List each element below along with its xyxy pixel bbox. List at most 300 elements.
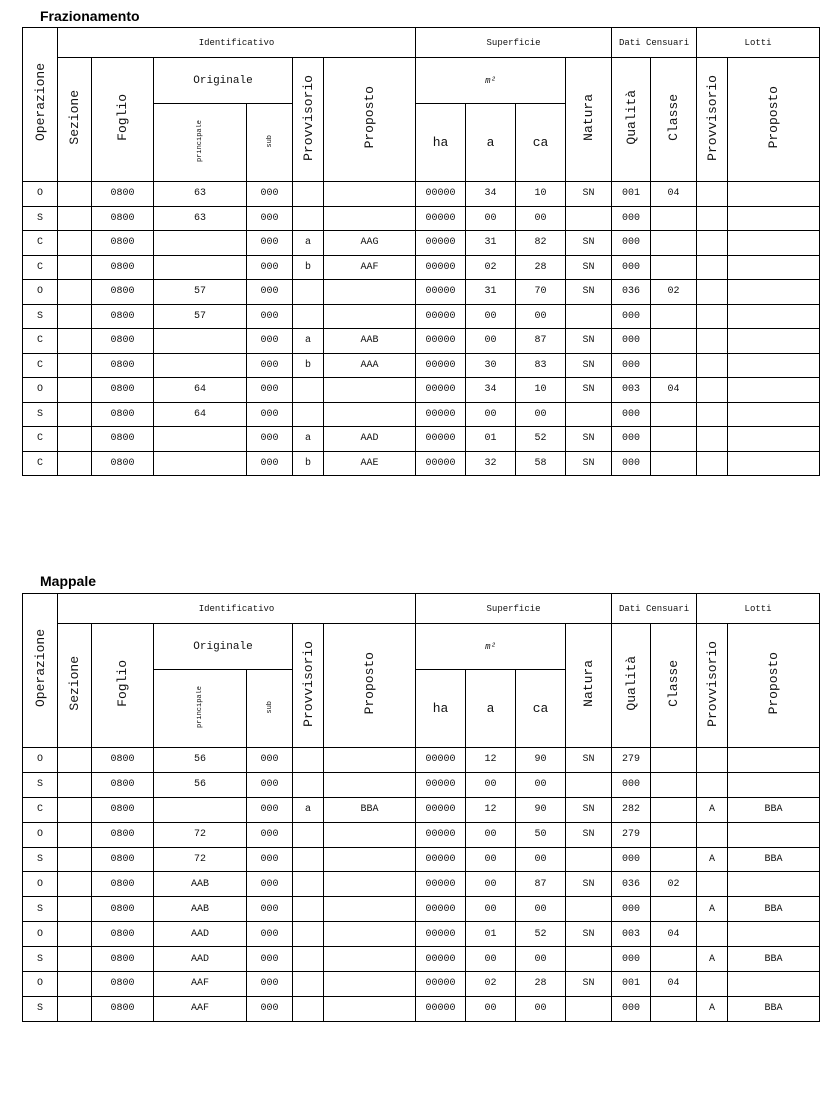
col-classe: Classe [651, 624, 697, 748]
cell-foglio: 0800 [92, 378, 154, 403]
cell-foglio: 0800 [92, 947, 154, 972]
cell-classe [651, 451, 697, 476]
col-qualita: Qualità [612, 58, 651, 182]
cell-classe [651, 353, 697, 378]
col-ha: ha [416, 670, 466, 748]
cell-foglio: 0800 [92, 847, 154, 872]
cell-proposto [324, 304, 416, 329]
cell-provvisorio [293, 748, 324, 773]
cell-qualita: 000 [612, 304, 651, 329]
cell-a: 31 [466, 280, 516, 305]
cell-principale: 72 [154, 847, 247, 872]
cell-sub: 000 [247, 329, 293, 354]
cell-natura [566, 847, 612, 872]
cell-a: 12 [466, 797, 516, 822]
cell-sub: 000 [247, 897, 293, 922]
cell-ca: 50 [516, 822, 566, 847]
cell-op: S [23, 304, 58, 329]
cell-lotti-proposto: BBA [728, 797, 820, 822]
cell-a: 00 [466, 206, 516, 231]
table-row [23, 280, 820, 305]
cell-provvisorio: a [293, 427, 324, 452]
cell-sub: 000 [247, 353, 293, 378]
cell-op: C [23, 231, 58, 256]
cell-op: C [23, 797, 58, 822]
group-identificativo: Identificativo [58, 28, 416, 58]
col-lotti-provvisorio: Provvisorio [697, 624, 728, 748]
cell-foglio: 0800 [92, 182, 154, 207]
cell-a: 00 [466, 772, 516, 797]
cell-sub: 000 [247, 255, 293, 280]
group-superficie: Superficie [416, 28, 612, 58]
cell-ca: 00 [516, 402, 566, 427]
cell-lotti-proposto [728, 280, 820, 305]
cell-sezione [58, 280, 92, 305]
cell-classe [651, 897, 697, 922]
table-row [23, 996, 820, 1021]
cell-lotti-provvisorio [697, 748, 728, 773]
cell-lotti-proposto [728, 427, 820, 452]
cell-ca: 00 [516, 772, 566, 797]
cell-lotti-provvisorio [697, 231, 728, 256]
cell-qualita: 003 [612, 922, 651, 947]
cell-lotti-proposto [728, 748, 820, 773]
cell-foglio: 0800 [92, 922, 154, 947]
cell-sub: 000 [247, 947, 293, 972]
cell-sezione [58, 353, 92, 378]
cell-lotti-provvisorio [697, 922, 728, 947]
table-row [23, 329, 820, 354]
cell-natura: SN [566, 972, 612, 997]
cell-lotti-provvisorio [697, 255, 728, 280]
cell-natura: SN [566, 451, 612, 476]
cell-lotti-proposto [728, 231, 820, 256]
mappale-table [22, 593, 820, 1022]
cell-qualita: 000 [612, 402, 651, 427]
cell-foglio: 0800 [92, 402, 154, 427]
cell-sezione [58, 947, 92, 972]
col-lotti-proposto: Proposto [728, 624, 820, 748]
cell-natura [566, 947, 612, 972]
cell-classe [651, 822, 697, 847]
cell-a: 00 [466, 304, 516, 329]
cell-foglio: 0800 [92, 772, 154, 797]
cell-lotti-provvisorio [697, 872, 728, 897]
cell-principale: AAB [154, 897, 247, 922]
cell-provvisorio: b [293, 353, 324, 378]
cell-proposto [324, 280, 416, 305]
cell-natura: SN [566, 353, 612, 378]
cell-qualita: 000 [612, 427, 651, 452]
cell-classe [651, 427, 697, 452]
cell-op: O [23, 922, 58, 947]
cell-op: O [23, 972, 58, 997]
cell-proposto [324, 972, 416, 997]
cell-classe: 04 [651, 182, 697, 207]
col-operazione: Operazione [23, 28, 58, 182]
cell-ha: 00000 [416, 947, 466, 972]
cell-ca: 10 [516, 378, 566, 403]
cell-lotti-proposto [728, 922, 820, 947]
cell-a: 34 [466, 182, 516, 207]
group-identificativo: Identificativo [58, 594, 416, 624]
cell-sezione [58, 304, 92, 329]
cell-a: 01 [466, 427, 516, 452]
cell-sub: 000 [247, 206, 293, 231]
cell-ha: 00000 [416, 231, 466, 256]
cell-qualita: 003 [612, 378, 651, 403]
cell-ca: 90 [516, 748, 566, 773]
cell-op: S [23, 402, 58, 427]
cell-sezione [58, 847, 92, 872]
cell-qualita: 000 [612, 897, 651, 922]
table-row [23, 427, 820, 452]
table-row [23, 748, 820, 773]
group-dati-censuari: Dati Censuari [612, 28, 697, 58]
cell-principale: AAD [154, 947, 247, 972]
cell-qualita: 000 [612, 329, 651, 354]
cell-proposto: AAB [324, 329, 416, 354]
table-row [23, 304, 820, 329]
cell-classe [651, 402, 697, 427]
cell-ha: 00000 [416, 748, 466, 773]
col-ca: ca [516, 104, 566, 182]
cell-provvisorio: a [293, 231, 324, 256]
cell-op: S [23, 206, 58, 231]
cell-a: 34 [466, 378, 516, 403]
cell-ha: 00000 [416, 922, 466, 947]
col-provvisorio: Provvisorio [293, 58, 324, 182]
cell-qualita: 279 [612, 822, 651, 847]
table-row [23, 402, 820, 427]
table-row [23, 353, 820, 378]
cell-proposto [324, 748, 416, 773]
cell-natura: SN [566, 329, 612, 354]
cell-principale [154, 427, 247, 452]
cell-provvisorio [293, 872, 324, 897]
cell-proposto [324, 206, 416, 231]
cell-lotti-provvisorio [697, 772, 728, 797]
cell-qualita: 001 [612, 972, 651, 997]
cell-ca: 00 [516, 206, 566, 231]
cell-principale: 63 [154, 206, 247, 231]
cell-natura: SN [566, 255, 612, 280]
cell-principale: AAD [154, 922, 247, 947]
cell-foglio: 0800 [92, 972, 154, 997]
table-row [23, 255, 820, 280]
mappale-title: Mappale [40, 573, 97, 589]
cell-ha: 00000 [416, 847, 466, 872]
cell-natura: SN [566, 822, 612, 847]
cell-lotti-provvisorio [697, 402, 728, 427]
cell-a: 00 [466, 872, 516, 897]
cell-sub: 000 [247, 972, 293, 997]
cell-foglio: 0800 [92, 822, 154, 847]
cell-lotti-provvisorio: A [697, 897, 728, 922]
cell-proposto: AAA [324, 353, 416, 378]
cell-principale [154, 231, 247, 256]
cell-provvisorio [293, 847, 324, 872]
cell-provvisorio [293, 972, 324, 997]
cell-lotti-proposto: BBA [728, 847, 820, 872]
cell-proposto [324, 378, 416, 403]
cell-qualita: 036 [612, 280, 651, 305]
cell-sezione [58, 897, 92, 922]
group-superficie: Superficie [416, 594, 612, 624]
cell-sezione [58, 922, 92, 947]
cell-principale: AAF [154, 996, 247, 1021]
cell-lotti-proposto [728, 872, 820, 897]
cell-lotti-provvisorio [697, 280, 728, 305]
col-a: a [466, 670, 516, 748]
col-foglio: Foglio [92, 58, 154, 182]
cell-ha: 00000 [416, 206, 466, 231]
cell-ca: 58 [516, 451, 566, 476]
cell-sezione [58, 329, 92, 354]
cell-a: 02 [466, 255, 516, 280]
col-sub: sub [247, 104, 293, 182]
cell-a: 02 [466, 972, 516, 997]
cell-lotti-proposto: BBA [728, 947, 820, 972]
cell-natura: SN [566, 748, 612, 773]
cell-principale [154, 255, 247, 280]
cell-lotti-provvisorio: A [697, 996, 728, 1021]
cell-op: O [23, 378, 58, 403]
cell-natura [566, 402, 612, 427]
cell-sub: 000 [247, 378, 293, 403]
table-row [23, 797, 820, 822]
cell-op: O [23, 280, 58, 305]
cell-proposto [324, 947, 416, 972]
col-m2: m² [416, 624, 566, 670]
cell-lotti-proposto [728, 206, 820, 231]
cell-lotti-provvisorio [697, 182, 728, 207]
cell-provvisorio [293, 206, 324, 231]
cell-provvisorio [293, 947, 324, 972]
cell-a: 01 [466, 922, 516, 947]
cell-provvisorio [293, 822, 324, 847]
cell-natura: SN [566, 797, 612, 822]
cell-ha: 00000 [416, 822, 466, 847]
cell-classe [651, 748, 697, 773]
cell-a: 00 [466, 947, 516, 972]
cell-principale: 57 [154, 280, 247, 305]
table-row [23, 822, 820, 847]
cell-principale [154, 451, 247, 476]
cell-a: 31 [466, 231, 516, 256]
cell-ha: 00000 [416, 451, 466, 476]
mappale-body [23, 748, 820, 1022]
cell-ha: 00000 [416, 897, 466, 922]
cell-foglio: 0800 [92, 797, 154, 822]
cell-lotti-provvisorio [697, 329, 728, 354]
col-natura: Natura [566, 58, 612, 182]
cell-ca: 70 [516, 280, 566, 305]
table-row [23, 451, 820, 476]
cell-principale: AAF [154, 972, 247, 997]
cell-classe [651, 329, 697, 354]
cell-lotti-proposto: BBA [728, 897, 820, 922]
cell-natura [566, 206, 612, 231]
cell-classe [651, 847, 697, 872]
cell-classe [651, 797, 697, 822]
cell-sub: 000 [247, 231, 293, 256]
cell-lotti-provvisorio [697, 972, 728, 997]
col-principale: principale [154, 104, 247, 182]
table-row [23, 378, 820, 403]
cell-op: O [23, 872, 58, 897]
col-principale: principale [154, 670, 247, 748]
cell-sub: 000 [247, 402, 293, 427]
cell-a: 00 [466, 402, 516, 427]
cell-provvisorio: b [293, 255, 324, 280]
cell-provvisorio [293, 996, 324, 1021]
cell-qualita: 000 [612, 451, 651, 476]
cell-sezione [58, 972, 92, 997]
table-row [23, 231, 820, 256]
cell-sezione [58, 378, 92, 403]
col-lotti-proposto: Proposto [728, 58, 820, 182]
col-ca: ca [516, 670, 566, 748]
cell-provvisorio [293, 402, 324, 427]
cell-sezione [58, 797, 92, 822]
cell-lotti-provvisorio: A [697, 797, 728, 822]
cell-foglio: 0800 [92, 304, 154, 329]
cell-ca: 82 [516, 231, 566, 256]
cell-natura: SN [566, 922, 612, 947]
cell-lotti-proposto [728, 822, 820, 847]
cell-ha: 00000 [416, 255, 466, 280]
col-ha: ha [416, 104, 466, 182]
table-row [23, 947, 820, 972]
cell-provvisorio [293, 922, 324, 947]
cell-principale [154, 797, 247, 822]
cell-qualita: 000 [612, 255, 651, 280]
cell-foglio: 0800 [92, 427, 154, 452]
cell-classe [651, 231, 697, 256]
cell-sub: 000 [247, 872, 293, 897]
cell-op: O [23, 748, 58, 773]
cell-provvisorio: b [293, 451, 324, 476]
col-lotti-provvisorio: Provvisorio [697, 58, 728, 182]
cell-ca: 83 [516, 353, 566, 378]
cell-foglio: 0800 [92, 748, 154, 773]
cell-sezione [58, 206, 92, 231]
table-row [23, 772, 820, 797]
cell-natura: SN [566, 182, 612, 207]
col-classe: Classe [651, 58, 697, 182]
cell-a: 00 [466, 847, 516, 872]
cell-lotti-proposto [728, 353, 820, 378]
cell-sub: 000 [247, 427, 293, 452]
cell-principale: 64 [154, 378, 247, 403]
cell-classe [651, 996, 697, 1021]
cell-ca: 90 [516, 797, 566, 822]
col-originale: Originale [154, 624, 293, 670]
cell-sub: 000 [247, 304, 293, 329]
cell-lotti-provvisorio [697, 206, 728, 231]
cell-classe [651, 206, 697, 231]
cell-qualita: 279 [612, 748, 651, 773]
cell-classe [651, 304, 697, 329]
cell-a: 32 [466, 451, 516, 476]
cell-proposto [324, 872, 416, 897]
cell-proposto [324, 897, 416, 922]
cell-ha: 00000 [416, 772, 466, 797]
cell-sezione [58, 748, 92, 773]
table-row [23, 872, 820, 897]
cell-provvisorio: a [293, 797, 324, 822]
cell-a: 12 [466, 748, 516, 773]
cell-lotti-proposto [728, 182, 820, 207]
cell-sub: 000 [247, 797, 293, 822]
cell-sezione [58, 255, 92, 280]
cell-qualita: 000 [612, 847, 651, 872]
col-sezione: Sezione [58, 624, 92, 748]
cell-ca: 87 [516, 329, 566, 354]
cell-classe [651, 255, 697, 280]
cell-foglio: 0800 [92, 996, 154, 1021]
cell-op: S [23, 897, 58, 922]
cell-natura: SN [566, 872, 612, 897]
col-sub: sub [247, 670, 293, 748]
cell-lotti-provvisorio: A [697, 847, 728, 872]
cell-proposto [324, 182, 416, 207]
cell-proposto: AAG [324, 231, 416, 256]
cell-ca: 52 [516, 427, 566, 452]
cell-proposto: AAD [324, 427, 416, 452]
cell-natura: SN [566, 231, 612, 256]
cell-principale: 56 [154, 772, 247, 797]
cell-sezione [58, 822, 92, 847]
cell-ha: 00000 [416, 378, 466, 403]
cell-op: S [23, 772, 58, 797]
cell-lotti-proposto [728, 772, 820, 797]
col-sezione: Sezione [58, 58, 92, 182]
table-row [23, 972, 820, 997]
group-dati-censuari: Dati Censuari [612, 594, 697, 624]
cell-lotti-proposto [728, 255, 820, 280]
frazionamento-table [22, 27, 820, 476]
group-lotti: Lotti [697, 28, 820, 58]
cell-op: S [23, 847, 58, 872]
cell-sub: 000 [247, 748, 293, 773]
col-foglio: Foglio [92, 624, 154, 748]
cell-natura: SN [566, 280, 612, 305]
cell-lotti-proposto [728, 972, 820, 997]
cell-qualita: 036 [612, 872, 651, 897]
cell-lotti-proposto [728, 402, 820, 427]
cell-natura [566, 897, 612, 922]
cell-op: C [23, 255, 58, 280]
frazionamento-body [23, 182, 820, 476]
cell-sezione [58, 402, 92, 427]
cell-proposto [324, 822, 416, 847]
cell-ca: 00 [516, 897, 566, 922]
cell-qualita: 000 [612, 231, 651, 256]
cell-natura: SN [566, 427, 612, 452]
cell-a: 00 [466, 822, 516, 847]
cell-proposto: AAE [324, 451, 416, 476]
col-operazione: Operazione [23, 594, 58, 748]
cell-sezione [58, 182, 92, 207]
cell-natura [566, 304, 612, 329]
cell-ha: 00000 [416, 996, 466, 1021]
cell-provvisorio: a [293, 329, 324, 354]
cell-lotti-proposto [728, 378, 820, 403]
cell-op: S [23, 996, 58, 1021]
cell-op: C [23, 353, 58, 378]
